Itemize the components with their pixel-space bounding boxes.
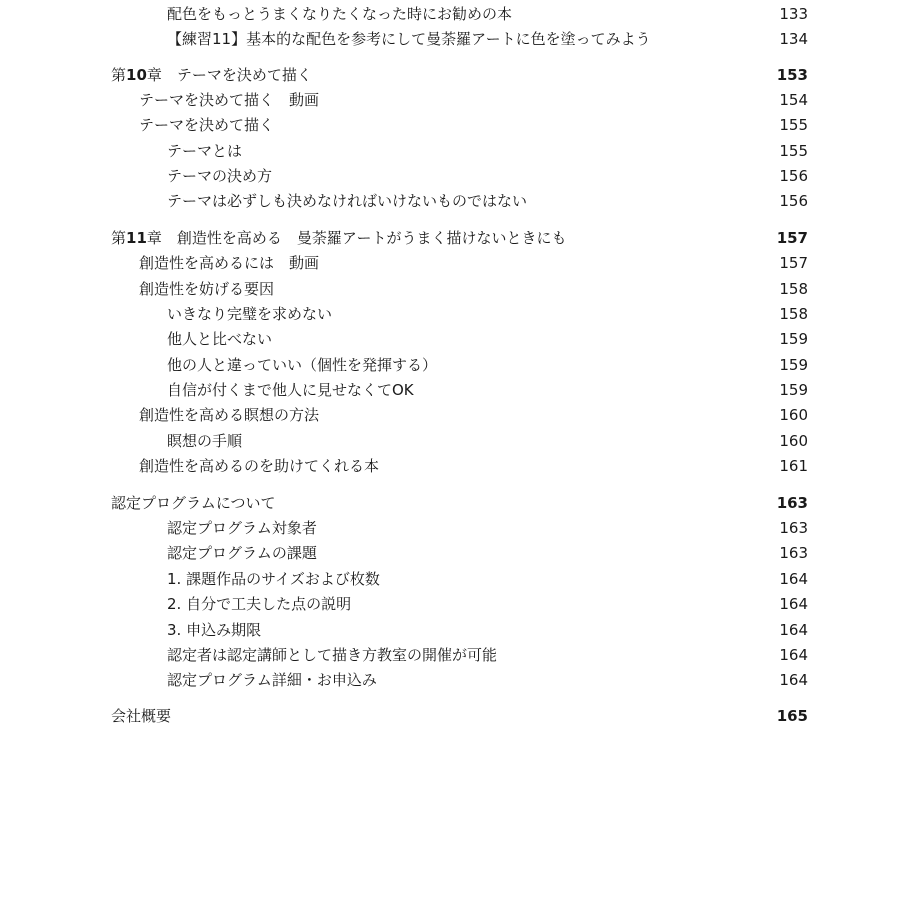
toc-chapter-title: 認定プログラムについて — [111, 494, 276, 512]
toc-entry — [0, 517, 920, 539]
toc-entry-title: 創造性を高める瞑想の方法 — [139, 406, 320, 424]
toc-entry — [0, 28, 920, 50]
toc-entry-page: 160 — [779, 406, 808, 424]
toc-entry-title: 創造性を妨げる要因 — [139, 280, 275, 298]
toc-entry — [0, 379, 920, 401]
toc-entry — [0, 114, 920, 136]
toc-entry — [0, 303, 920, 325]
toc-chapter-page: 153 — [776, 66, 808, 84]
toc-entry-page: 133 — [779, 5, 808, 23]
toc-entry-title: テーマとは — [167, 142, 243, 160]
toc-chapter-title — [111, 64, 312, 86]
chapter-name: 章 創造性を高める 曼荼羅アートがうまく描けないときにも — [146, 229, 567, 247]
toc-entry-page: 154 — [779, 91, 808, 109]
toc-entry-page: 157 — [779, 254, 808, 272]
chapter-number: 11 — [126, 229, 147, 247]
toc-chapter-page: 163 — [776, 494, 808, 512]
chapter-number: 10 — [126, 66, 147, 84]
toc-entry — [0, 190, 920, 212]
toc-entry-title: テーマの決め方 — [167, 167, 273, 185]
toc-entry — [0, 252, 920, 274]
toc-chapter-page: 165 — [776, 707, 808, 725]
toc-entry-title: 創造性を高めるには 動画 — [139, 254, 320, 272]
toc-entry-title: テーマは必ずしも決めなければいけないものではない — [167, 192, 528, 210]
toc-entry — [0, 354, 920, 376]
toc-entry-title: テーマを決めて描く 動画 — [139, 91, 320, 109]
toc-entry — [0, 328, 920, 350]
toc-entry-page: 134 — [779, 30, 808, 48]
toc-entry-title: 3. 申込み期限 — [167, 621, 262, 639]
toc-entry-page: 158 — [779, 280, 808, 298]
toc-entry-title: 他の人と違っていい（個性を発揮する） — [167, 356, 438, 374]
toc-entry-page: 158 — [779, 305, 808, 323]
toc-entry-page: 159 — [779, 330, 808, 348]
toc-entry — [0, 542, 920, 564]
toc-entry-page: 164 — [779, 646, 808, 664]
toc-entry-page: 159 — [779, 381, 808, 399]
toc-entry-title: 自信が付くまで他人に見せなくてOK — [167, 381, 414, 399]
toc-chapter-10 — [0, 64, 920, 86]
toc-section-company — [0, 705, 920, 727]
toc-entry — [0, 165, 920, 187]
toc-entry-title: 他人と比べない — [167, 330, 273, 348]
toc-entry-page: 164 — [779, 570, 808, 588]
toc-entry-title: 創造性を高めるのを助けてくれる本 — [139, 457, 380, 475]
toc-entry-page: 164 — [779, 595, 808, 613]
toc-entry — [0, 430, 920, 452]
toc-entry-page: 155 — [779, 116, 808, 134]
toc-entry-title: テーマを決めて描く — [139, 116, 275, 134]
toc-chapter-title: 会社概要 — [111, 707, 172, 725]
toc-chapter-page: 157 — [776, 229, 808, 247]
toc-entry-page: 163 — [779, 519, 808, 537]
toc-entry — [0, 568, 920, 590]
chapter-prefix: 第 — [111, 66, 127, 84]
toc-entry-title: 認定プログラム詳細・お申込み — [167, 671, 377, 689]
toc-entry — [0, 644, 920, 666]
toc-entry-title: 認定者は認定講師として描き方教室の開催が可能 — [167, 646, 498, 664]
toc-entry-title: 配色をもっとうまくなりたくなった時にお勧めの本 — [167, 5, 513, 23]
toc-entry-title: 1. 課題作品のサイズおよび枚数 — [167, 570, 380, 588]
toc-entry-page: 164 — [779, 621, 808, 639]
toc-entry-page: 156 — [779, 167, 808, 185]
toc-entry-page: 161 — [779, 457, 808, 475]
toc-entry-title: 瞑想の手順 — [167, 432, 243, 450]
toc-entry — [0, 404, 920, 426]
toc-entry — [0, 89, 920, 111]
toc-entry-page: 159 — [779, 356, 808, 374]
chapter-name: 章 テーマを決めて描く — [146, 66, 312, 84]
toc-chapter-title — [111, 227, 566, 249]
toc-entry — [0, 278, 920, 300]
toc-entry-title: いきなり完璧を求めない — [167, 305, 333, 323]
toc-entry — [0, 140, 920, 162]
toc-entry — [0, 593, 920, 615]
toc-entry-page: 164 — [779, 671, 808, 689]
toc-entry-title: 認定プログラム対象者 — [167, 519, 317, 537]
toc-entry-title: 認定プログラムの課題 — [167, 544, 317, 562]
toc-entry-page: 156 — [779, 192, 808, 210]
toc-entry — [0, 455, 920, 477]
toc-entry-page: 155 — [779, 142, 808, 160]
toc-entry-page: 160 — [779, 432, 808, 450]
toc-entry-title: 【練習11】基本的な配色を参考にして曼荼羅アートに色を塗ってみよう — [167, 30, 651, 48]
toc-section-certification — [0, 492, 920, 514]
toc-entry-page: 163 — [779, 544, 808, 562]
toc-entry — [0, 3, 920, 25]
toc-entry — [0, 619, 920, 641]
chapter-prefix: 第 — [111, 229, 127, 247]
toc-entry-title: 2. 自分で工夫した点の説明 — [167, 595, 352, 613]
toc-chapter-11 — [0, 227, 920, 249]
toc-entry — [0, 669, 920, 691]
